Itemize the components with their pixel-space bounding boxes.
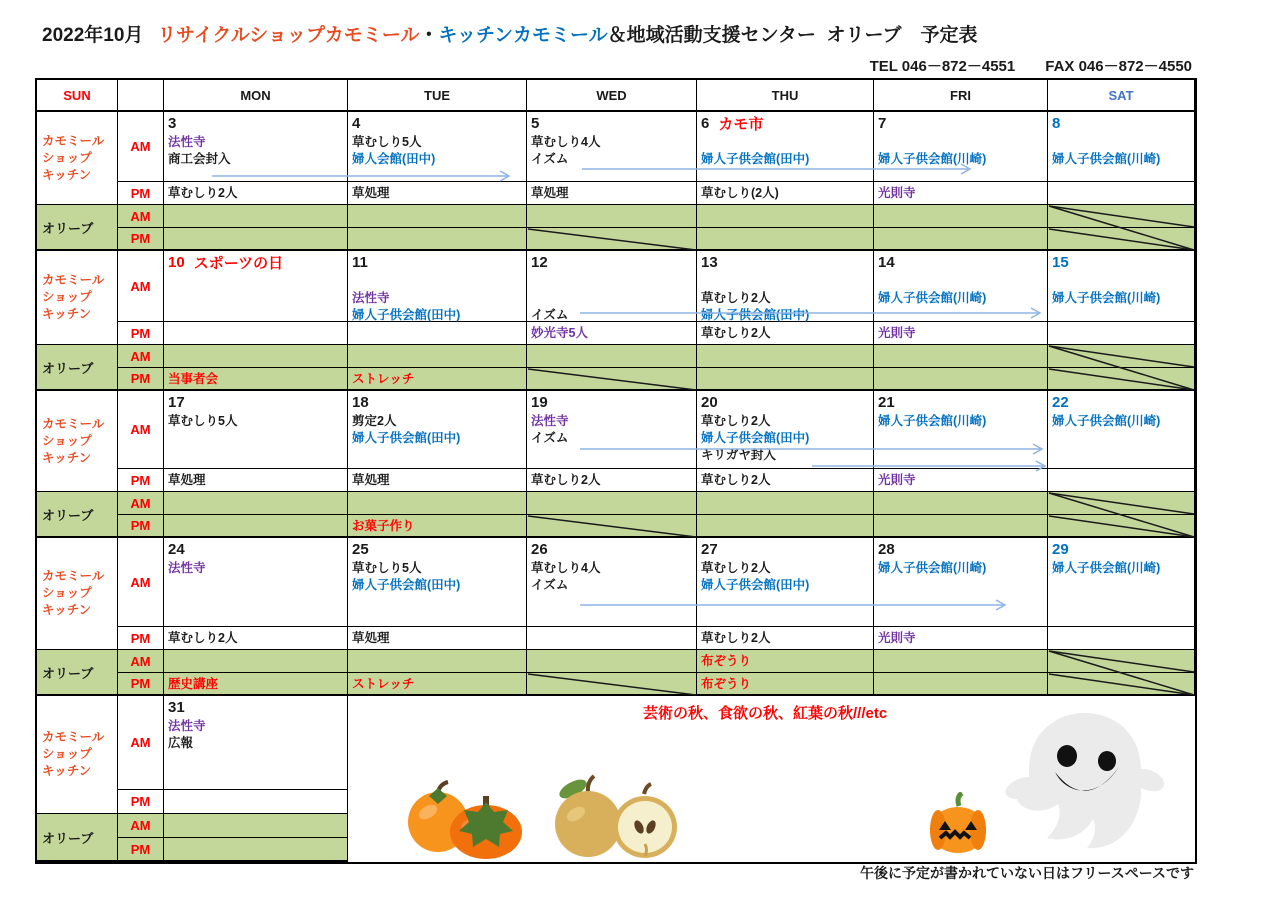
schedule-entry (1048, 273, 1194, 290)
w2-olive-label: オリーブ (37, 345, 118, 391)
schedule-entry (874, 273, 1047, 290)
day-number-row (348, 392, 526, 413)
title-separator: ・ (419, 25, 439, 46)
kamomile-label-line: カモミール (42, 730, 105, 744)
schedule-entry: 草むしり2人 (701, 414, 771, 428)
schedule-entry: 草処理 (352, 631, 390, 645)
day-number: 24 (168, 541, 185, 558)
w4-mon-olive-am-cell (164, 650, 348, 673)
w3-mon-olive-am-cell (164, 492, 348, 515)
schedule-entry (527, 290, 696, 307)
olive-activity: ストレッチ (352, 372, 415, 386)
w1-thu-olive-pm-cell (697, 228, 874, 251)
w1-fri-olive-am-cell (874, 205, 1048, 228)
kamomile-label-line: キッチン (42, 764, 92, 778)
day-number-row (697, 539, 873, 560)
w2-thu-olive-am-cell (697, 345, 874, 368)
schedule-entry: 草むしり5人 (168, 414, 238, 428)
w1-olive-pm-row-label: PM (118, 228, 164, 251)
schedule-entry: 婦人子供会館(田中) (701, 431, 810, 445)
w4-tue-olive-pm-cell (348, 673, 527, 696)
day-number-row (164, 539, 347, 560)
schedule-entry: 法性寺 (168, 719, 206, 733)
schedule-entry: 婦人会館(田中) (352, 152, 436, 166)
w1-tue-olive-am-cell (348, 205, 527, 228)
w4-wed-am-cell (527, 538, 697, 627)
day-number: 6 (701, 115, 710, 132)
day-number: 25 (352, 541, 369, 558)
schedule-entry: 光則寺 (878, 631, 916, 645)
schedule-entry: 草むしり4人 (531, 561, 601, 575)
w4-mon-am-cell (164, 538, 348, 627)
day-number: 26 (531, 541, 548, 558)
w2-wed-pm-cell (527, 322, 697, 345)
w3-pm-row-label: PM (118, 469, 164, 492)
w3-wed-olive-pm-cell (527, 515, 697, 538)
w4-mon-olive-pm-cell (164, 673, 348, 696)
header-tue: TUE (348, 80, 527, 112)
w4-thu-am-cell (697, 538, 874, 627)
w5-mon-am-cell (164, 696, 348, 790)
day-number: 8 (1052, 115, 1061, 132)
olive-activity: 布ぞうり (701, 677, 752, 691)
schedule-entry: イズム (531, 431, 569, 445)
w2-sat-olive-pm-cell (1048, 368, 1195, 391)
w1-mon-am-cell (164, 112, 348, 182)
header-sun: SUN (37, 80, 118, 112)
w4-sat-pm-cell (1048, 627, 1195, 650)
schedule-entry: 広報 (168, 736, 194, 750)
w2-am-row-label: AM (118, 251, 164, 322)
w2-fri-am-cell (874, 251, 1048, 322)
day-number-row (1048, 252, 1194, 273)
w4-mon-pm-cell (164, 627, 348, 650)
kamomile-label-line: カモミール (42, 273, 105, 287)
w4-am-row-label: AM (118, 538, 164, 627)
w1-tue-pm-cell (348, 182, 527, 205)
schedule-entry (697, 134, 873, 151)
w4-kamomile-shop-kitchen-label (37, 538, 118, 650)
header-sat: SAT (1048, 80, 1195, 112)
schedule-entry: 婦人子供会館(川崎) (878, 291, 987, 305)
w5-am-row-label: AM (118, 696, 164, 790)
olive-activity: 歴史講座 (168, 677, 219, 691)
schedule-entry: 婦人子供会館(川崎) (1052, 414, 1161, 428)
w2-fri-olive-am-cell (874, 345, 1048, 368)
olive-activity: ストレッチ (352, 677, 415, 691)
w3-fri-pm-cell (874, 469, 1048, 492)
kamomile-label-line: カモミール (42, 416, 105, 431)
header-spacer (118, 80, 164, 112)
w1-tue-olive-pm-cell (348, 228, 527, 251)
w2-tue-am-cell (348, 251, 527, 322)
autumn-note: 芸術の秋、食欲の秋、紅葉の秋///etc (643, 705, 888, 722)
w1-fri-am-cell (874, 112, 1048, 182)
w1-wed-am-cell (527, 112, 697, 182)
w3-kamomile-shop-kitchen-label (37, 391, 118, 492)
day-number: 20 (701, 394, 718, 411)
schedule-entry: 婦人子供会館(川崎) (1052, 152, 1161, 166)
w2-sat-olive-am-cell (1048, 345, 1195, 368)
day-number-row (697, 252, 873, 273)
tel-number: TEL 046－872－4551 (869, 58, 1016, 75)
day-number-row (874, 539, 1047, 560)
schedule-entry: 婦人子供会館(田中) (352, 308, 461, 322)
w4-olive-am-row-label: AM (118, 650, 164, 673)
schedule-entry: 婦人子供会館(川崎) (1052, 291, 1161, 305)
olive-activity: お菓子作り (352, 519, 415, 533)
footer-note: 午後に予定が書かれていない日はフリースペースです (860, 865, 1195, 881)
w1-olive-am-row-label: AM (118, 205, 164, 228)
bottom-free-area (348, 696, 1195, 862)
schedule-entry: 婦人子供会館(田中) (701, 308, 810, 322)
day-number: 29 (1052, 541, 1069, 558)
w1-kamomile-shop-kitchen-label (37, 112, 118, 205)
schedule-entry: 婦人子供会館(田中) (701, 578, 810, 592)
schedule-entry: 妙光寺5人 (531, 326, 588, 340)
day-number-row (874, 252, 1047, 273)
w2-sat-am-cell (1048, 251, 1195, 322)
w4-thu-pm-cell (697, 627, 874, 650)
jack-o-lantern-icon (926, 792, 990, 854)
schedule-entry (697, 273, 873, 290)
day-number: 11 (352, 254, 368, 271)
day-number: 13 (701, 254, 718, 271)
w5-olive-am-row-label: AM (118, 814, 164, 838)
w3-thu-pm-cell (697, 469, 874, 492)
day-number-row (348, 539, 526, 560)
kamomile-label-line: ショップ (42, 747, 92, 761)
schedule-entry: 草むしり2人 (168, 186, 238, 200)
schedule-entry: 商工会封入 (168, 152, 231, 166)
w3-sat-am-cell (1048, 391, 1195, 469)
w4-wed-pm-cell (527, 627, 697, 650)
day-number-row (1048, 392, 1194, 413)
day-number: 3 (168, 115, 177, 132)
w1-sat-olive-pm-cell (1048, 228, 1195, 251)
w1-mon-olive-am-cell (164, 205, 348, 228)
w4-sat-olive-pm-cell (1048, 673, 1195, 696)
schedule-entry: 婦人子供会館(田中) (352, 431, 461, 445)
w4-olive-label: オリーブ (37, 650, 118, 696)
olive-activity: 当事者会 (168, 372, 219, 386)
w3-am-row-label: AM (118, 391, 164, 469)
schedule-entry: 草むしり2人 (168, 631, 238, 645)
w2-mon-olive-am-cell (164, 345, 348, 368)
day-number: 19 (531, 394, 548, 411)
title-suffix: 予定表 (901, 25, 978, 46)
w1-wed-pm-cell (527, 182, 697, 205)
w4-fri-pm-cell (874, 627, 1048, 650)
w2-pm-row-label: PM (118, 322, 164, 345)
w1-olive-label: オリーブ (37, 205, 118, 251)
schedule-entry: 婦人子供会館(田中) (701, 152, 810, 166)
kamomile-label-line: キッチン (42, 603, 92, 617)
day-badge: カモ市 (718, 116, 764, 133)
w1-sat-pm-cell (1048, 182, 1195, 205)
w4-wed-olive-pm-cell (527, 673, 697, 696)
olive-activity: 布ぞうり (701, 654, 752, 668)
ghost-illustration (983, 708, 1188, 858)
w3-sat-pm-cell (1048, 469, 1195, 492)
w3-thu-olive-pm-cell (697, 515, 874, 538)
title-center-name: ＆地域活動支援センター オリーブ (607, 25, 902, 46)
schedule-entry: 草むしり5人 (352, 561, 422, 575)
w5-olive-pm-row-label: PM (118, 838, 164, 862)
header-wed: WED (527, 80, 697, 112)
schedule-entry: 草むしり2人 (701, 291, 771, 305)
w2-kamomile-shop-kitchen-label (37, 251, 118, 345)
schedule-entry: キリガヤ封入 (701, 448, 776, 462)
w4-tue-am-cell (348, 538, 527, 627)
w1-tue-am-cell (348, 112, 527, 182)
w2-thu-olive-pm-cell (697, 368, 874, 391)
page-title (42, 20, 978, 47)
w4-thu-olive-am-cell (697, 650, 874, 673)
kamomile-label-line: カモミール (42, 569, 105, 583)
w2-fri-pm-cell (874, 322, 1048, 345)
w1-thu-pm-cell (697, 182, 874, 205)
day-number: 18 (352, 394, 369, 411)
schedule-entry: 法性寺 (168, 135, 206, 149)
w3-fri-olive-pm-cell (874, 515, 1048, 538)
w2-thu-am-cell (697, 251, 874, 322)
header-thu: THU (697, 80, 874, 112)
w3-olive-label: オリーブ (37, 492, 118, 538)
kamomile-label-line: ショップ (42, 290, 92, 304)
day-number: 14 (878, 254, 895, 271)
kamomile-label-line: ショップ (42, 433, 92, 448)
schedule-entry: 草むしり2人 (701, 326, 771, 340)
day-number: 27 (701, 541, 718, 558)
w3-wed-pm-cell (527, 469, 697, 492)
day-number-row (1048, 539, 1194, 560)
day-number: 22 (1052, 394, 1069, 411)
schedule-entry: 剪定2人 (352, 414, 397, 428)
w2-wed-olive-pm-cell (527, 368, 697, 391)
day-number: 28 (878, 541, 895, 558)
day-number-row (527, 113, 696, 134)
w1-mon-olive-pm-cell (164, 228, 348, 251)
schedule-entry (1048, 134, 1194, 151)
day-badge: スポーツの日 (193, 255, 284, 272)
day-number: 31 (168, 699, 185, 716)
day-number-row (874, 113, 1047, 134)
w2-fri-olive-pm-cell (874, 368, 1048, 391)
day-number-row (697, 113, 873, 134)
w3-fri-am-cell (874, 391, 1048, 469)
schedule-entry: 草処理 (531, 186, 569, 200)
schedule-entry: 婦人子供会館(田中) (352, 578, 461, 592)
schedule-entry: 草処理 (168, 473, 206, 487)
day-number-row (1048, 113, 1194, 134)
w1-mon-pm-cell (164, 182, 348, 205)
pear-illustration (548, 772, 683, 860)
header-fri: FRI (874, 80, 1048, 112)
day-number-row (164, 113, 347, 134)
w3-wed-olive-am-cell (527, 492, 697, 515)
w4-olive-pm-row-label: PM (118, 673, 164, 696)
w1-fri-pm-cell (874, 182, 1048, 205)
kamomile-label-line: ショップ (42, 150, 92, 165)
w3-olive-pm-row-label: PM (118, 515, 164, 538)
day-number: 17 (168, 394, 185, 411)
schedule-entry: 草むしり2人 (531, 473, 601, 487)
kamomile-label-line: カモミール (42, 133, 105, 148)
day-number: 4 (352, 115, 361, 132)
day-number: 7 (878, 115, 887, 132)
fax-number: FAX 046－872－4550 (1045, 58, 1192, 75)
w1-wed-olive-pm-cell (527, 228, 697, 251)
day-number-row (697, 392, 873, 413)
schedule-entry: 草むしり2人 (701, 473, 771, 487)
w4-fri-am-cell (874, 538, 1048, 627)
schedule-entry: 草むしり2人 (701, 631, 771, 645)
w2-olive-pm-row-label: PM (118, 368, 164, 391)
w1-fri-olive-pm-cell (874, 228, 1048, 251)
title-kitchen-name: キッチンカモミール (438, 25, 608, 46)
day-number: 21 (878, 394, 895, 411)
w4-sat-olive-am-cell (1048, 650, 1195, 673)
schedule-entry: 草むしり(2人) (701, 186, 779, 200)
w1-thu-am-cell (697, 112, 874, 182)
day-number-row (164, 697, 347, 718)
schedule-entry: 光則寺 (878, 326, 916, 340)
w1-thu-olive-am-cell (697, 205, 874, 228)
w5-mon-olive-pm-cell (164, 838, 348, 862)
w2-tue-olive-am-cell (348, 345, 527, 368)
day-number-row (527, 392, 696, 413)
w4-tue-olive-am-cell (348, 650, 527, 673)
w5-mon-pm-cell (164, 790, 348, 814)
w4-fri-olive-am-cell (874, 650, 1048, 673)
schedule-entry: イズム (531, 152, 569, 166)
schedule-entry: 婦人子供会館(川崎) (878, 152, 987, 166)
w2-olive-am-row-label: AM (118, 345, 164, 368)
kamomile-label-line: キッチン (42, 450, 92, 465)
w3-mon-am-cell (164, 391, 348, 469)
w5-pm-row-label: PM (118, 790, 164, 814)
schedule-entry: イズム (531, 578, 569, 592)
schedule-entry: 草処理 (352, 473, 390, 487)
w2-mon-pm-cell (164, 322, 348, 345)
w3-olive-am-row-label: AM (118, 492, 164, 515)
w2-tue-pm-cell (348, 322, 527, 345)
schedule-entry: 草むしり4人 (531, 135, 601, 149)
w4-sat-am-cell (1048, 538, 1195, 627)
day-number-row (164, 392, 347, 413)
w3-mon-pm-cell (164, 469, 348, 492)
w5-mon-olive-am-cell (164, 814, 348, 838)
w2-mon-am-cell (164, 251, 348, 322)
schedule-entry: 草むしり5人 (352, 135, 422, 149)
kamomile-label-line: ショップ (42, 586, 92, 600)
w3-mon-olive-pm-cell (164, 515, 348, 538)
day-number: 5 (531, 115, 540, 132)
w3-tue-olive-am-cell (348, 492, 527, 515)
w1-sat-am-cell (1048, 112, 1195, 182)
schedule-entry: 婦人子供会館(川崎) (1052, 561, 1161, 575)
w3-sat-olive-pm-cell (1048, 515, 1195, 538)
w1-sat-olive-am-cell (1048, 205, 1195, 228)
schedule-entry: 光則寺 (878, 473, 916, 487)
w4-fri-olive-pm-cell (874, 673, 1048, 696)
contact-line (870, 55, 1192, 76)
kamomile-label-line: キッチン (42, 167, 92, 182)
w3-thu-olive-am-cell (697, 492, 874, 515)
header-mon: MON (164, 80, 348, 112)
day-number: 10 (168, 254, 185, 271)
w2-sat-pm-cell (1048, 322, 1195, 345)
day-number-row (527, 252, 696, 273)
title-shop-name: リサイクルショップカモミール (157, 25, 420, 46)
w2-tue-olive-pm-cell (348, 368, 527, 391)
w5-olive-label: オリーブ (37, 814, 118, 862)
w2-wed-am-cell (527, 251, 697, 322)
schedule-entry (874, 134, 1047, 151)
day-number-row (874, 392, 1047, 413)
schedule-entry: 婦人子供会館(川崎) (878, 414, 987, 428)
w1-am-row-label: AM (118, 112, 164, 182)
day-number: 12 (531, 254, 548, 271)
day-number-row (164, 252, 347, 273)
w3-wed-am-cell (527, 391, 697, 469)
w5-kamomile-shop-kitchen-label (37, 696, 118, 814)
schedule-entry: 婦人子供会館(川崎) (878, 561, 987, 575)
w2-wed-olive-am-cell (527, 345, 697, 368)
day-number-row (348, 252, 526, 273)
schedule-entry: 法性寺 (352, 291, 390, 305)
schedule-entry: 光則寺 (878, 186, 916, 200)
w3-tue-pm-cell (348, 469, 527, 492)
w3-tue-am-cell (348, 391, 527, 469)
schedule-entry: 草むしり2人 (701, 561, 771, 575)
w3-fri-olive-am-cell (874, 492, 1048, 515)
w1-wed-olive-am-cell (527, 205, 697, 228)
schedule-entry: 法性寺 (531, 414, 569, 428)
w4-tue-pm-cell (348, 627, 527, 650)
schedule-entry (348, 273, 526, 290)
w4-thu-olive-pm-cell (697, 673, 874, 696)
schedule-entry: 草処理 (352, 186, 390, 200)
persimmon-illustration (398, 780, 528, 860)
kamomile-label-line: キッチン (42, 307, 92, 321)
schedule-entry: イズム (531, 308, 569, 322)
w3-tue-olive-pm-cell (348, 515, 527, 538)
schedule-entry (527, 273, 696, 290)
schedule-entry: 法性寺 (168, 561, 206, 575)
w3-thu-am-cell (697, 391, 874, 469)
w4-pm-row-label: PM (118, 627, 164, 650)
day-number: 15 (1052, 254, 1069, 271)
w1-pm-row-label: PM (118, 182, 164, 205)
title-month: 2022年10月 (42, 25, 144, 46)
schedule-table (35, 78, 1197, 864)
w2-mon-olive-pm-cell (164, 368, 348, 391)
day-number-row (527, 539, 696, 560)
w2-thu-pm-cell (697, 322, 874, 345)
day-number-row (348, 113, 526, 134)
w3-sat-olive-am-cell (1048, 492, 1195, 515)
w4-wed-olive-am-cell (527, 650, 697, 673)
